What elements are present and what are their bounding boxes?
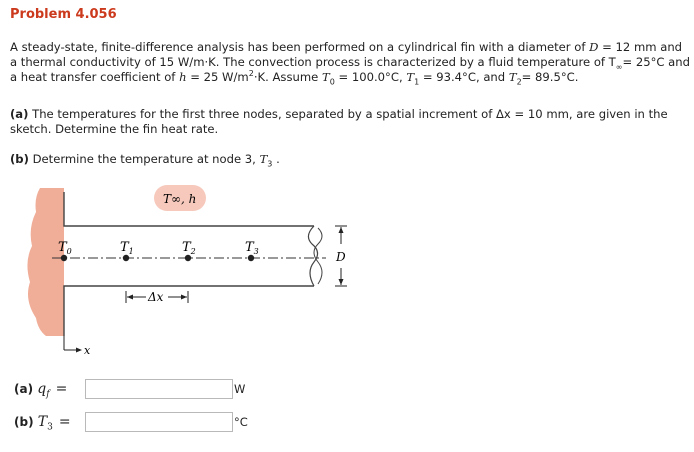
part-b-question: (b) Determine the temperature at node 3, $T_3$ . <box>10 152 280 169</box>
answer-a-label: (a) $q_f$ = <box>14 381 68 400</box>
answer-a-unit: W <box>234 382 246 396</box>
problem-title: Problem 4.056 <box>10 7 117 22</box>
x-axis-label: x <box>84 344 91 357</box>
answer-b-unit: °C <box>234 415 248 429</box>
answer-b-label: (b) $T_3$ = <box>14 414 71 433</box>
answer-a-input[interactable] <box>85 379 233 399</box>
fin-break-2 <box>314 228 322 284</box>
node-1-label: $T_1$ <box>120 240 134 256</box>
wall-base <box>27 188 64 336</box>
d-arrowhead-up <box>339 227 344 233</box>
d-label: D <box>336 250 346 264</box>
part-a-question: (a) The temperatures for the first three nodes, separated by a spatial increment of Δx = 10 mm, are given in the sketch. Determine the fin heat rate. <box>10 107 668 136</box>
problem-statement: A steady-state, finite-difference analysis has been performed on a cylindrical fin with a diameter of D = 12 mm and a thermal conductivity of 15 W/m·K. The convection process is characterized by a fluid temperature of $T_\infty= 25^\circ C$ and a heat transfer coefficient of h = 25 $W/m^2\cdot K$. Assume $T_0 = 100.0^\circ C$, $T_1 = 93.4^\circ C$, and $T_2= 89.5^\circ C$. <box>10 40 690 87</box>
answer-b-input[interactable] <box>85 412 233 432</box>
d-arrowhead-down <box>339 279 344 285</box>
dx-arrowhead-left <box>127 295 133 300</box>
node-2-label: $T_2$ <box>182 240 196 256</box>
fluid-label: T∞, h <box>163 192 197 206</box>
dx-label: Δx <box>148 290 164 304</box>
node-0-label: $T_0$ <box>58 240 72 256</box>
x-axis-arrowhead <box>76 348 82 353</box>
dx-arrowhead-right <box>181 295 187 300</box>
node-3-label: $T_3$ <box>245 240 259 256</box>
